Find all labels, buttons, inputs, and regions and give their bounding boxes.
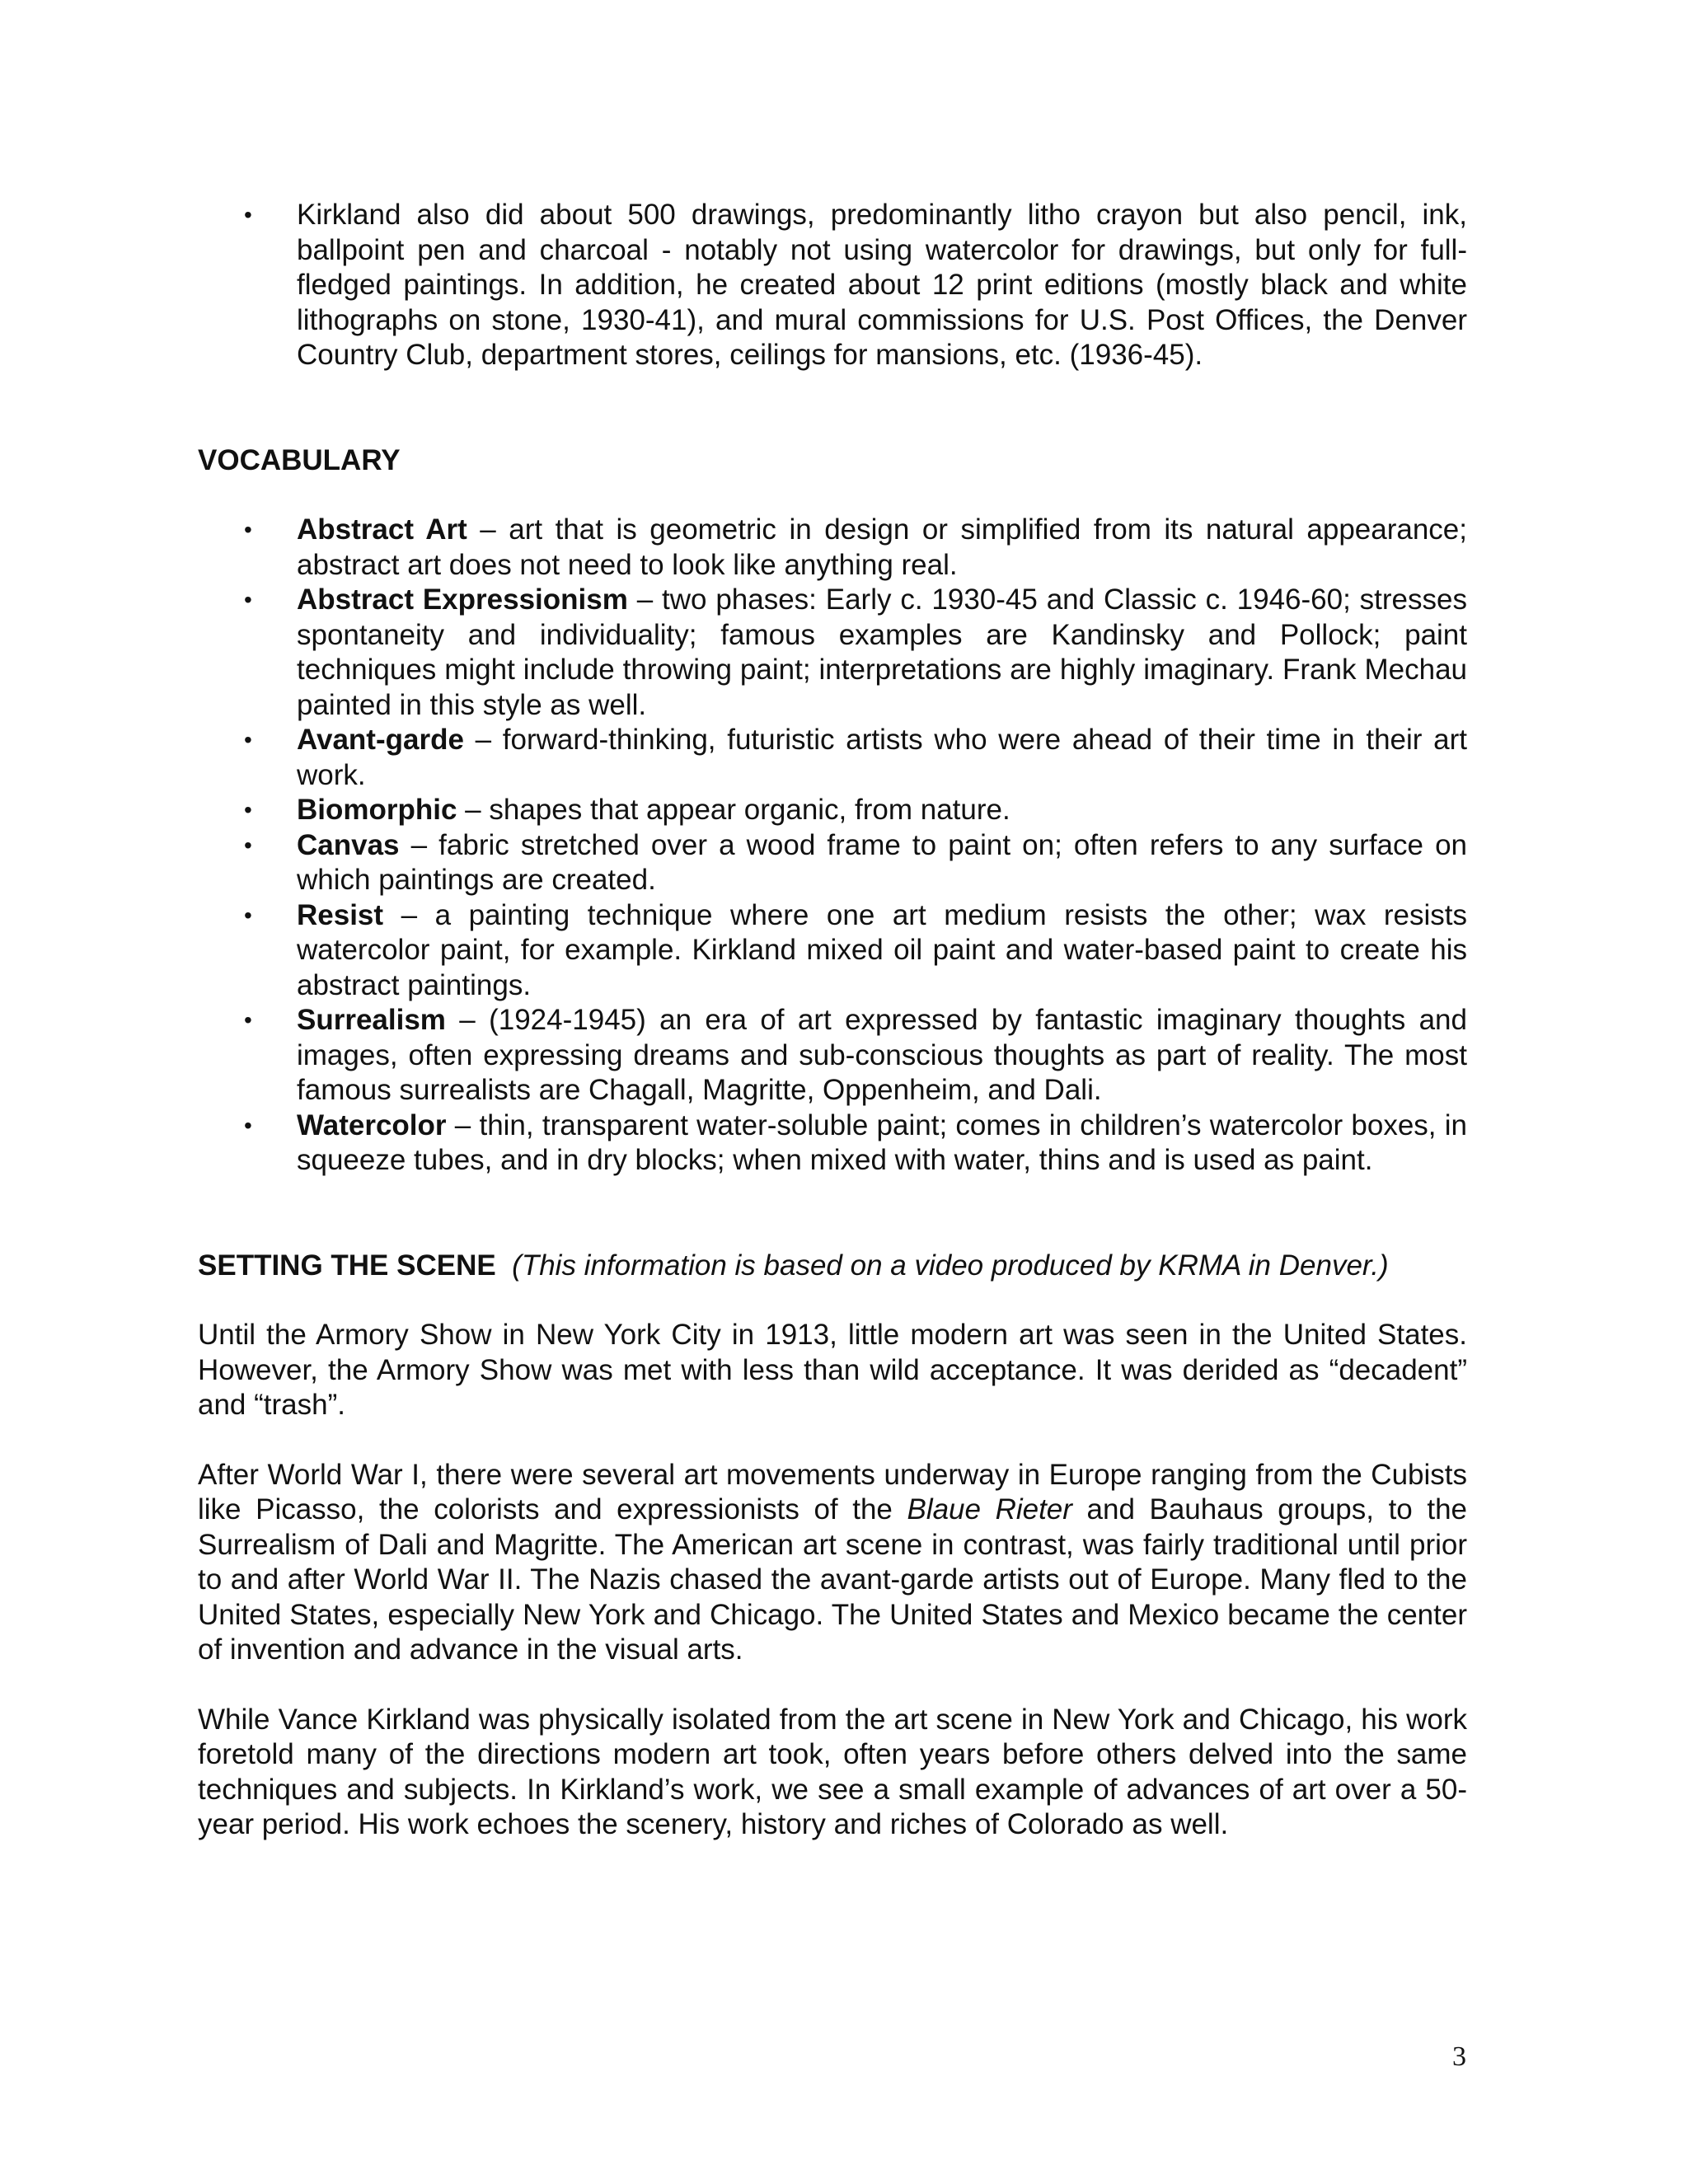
page-number: 3 — [1452, 2041, 1466, 2072]
spacer — [198, 1668, 1467, 1703]
vocab-item-abstract-expressionism — [198, 583, 1467, 723]
vocab-definition: – two phases: Early c. 1930-45 and Classic c. 1946-60; stresses spontaneity and individuality; famous examples are Kandinsky and Pollock; paint techniques might include throwing paint; interpretations are highly imaginary. Frank Mechau painted in this style as well. — [297, 583, 1467, 721]
paragraph-text: After World War I, there were several art movements underway in Europe ranging from the Cubists like Picasso, the colorists and expressionists of the — [198, 1458, 1467, 1526]
bullet-icon: • — [244, 902, 252, 928]
bullet-icon: • — [244, 517, 252, 542]
vocab-item-canvas — [198, 828, 1467, 898]
spacer — [198, 373, 1467, 443]
paragraph-italic-text: Blaue Rieter — [907, 1493, 1072, 1526]
page-content — [198, 198, 1467, 1843]
vocab-term: Abstract Expressionism — [297, 583, 628, 616]
paragraph-after-world-war — [198, 1458, 1467, 1668]
vocab-item-biomorphic — [198, 793, 1467, 828]
vocab-definition: – shapes that appear organic, from nature. — [457, 794, 1010, 826]
spacer — [198, 1423, 1467, 1458]
vocab-definition: – a painting technique where one art medium resists the other; wax resists watercolor paint, for example. Kirkland mixed oil paint and water-based paint to create his abstract paintings. — [297, 898, 1467, 1001]
vocab-definition: – fabric stretched over a wood frame to paint on; often refers to any surface on which paintings are created. — [297, 828, 1467, 896]
vocab-item-watercolor — [198, 1108, 1467, 1179]
vocab-term: Watercolor — [297, 1108, 447, 1141]
vocab-definition: – thin, transparent water-soluble paint; comes in children’s watercolor boxes, in squeeze tubes, and in dry blocks; when mixed with water, thins and is used as paint. — [297, 1108, 1467, 1176]
spacer — [198, 1283, 1467, 1318]
spacer — [198, 1179, 1467, 1249]
vocab-term: Abstract Art — [297, 513, 467, 546]
bullet-icon: • — [244, 1112, 252, 1138]
intro-bullet-list — [198, 198, 1467, 373]
section-title: SETTING THE SCENE — [198, 1249, 496, 1282]
vocab-definition: – art that is geometric in design or simplified from its natural appearance; abstract art does not need to look like anything real. — [297, 513, 1467, 581]
bullet-icon: • — [244, 797, 252, 823]
bullet-icon: • — [244, 1007, 252, 1033]
vocabulary-heading: VOCABULARY — [198, 443, 401, 476]
intro-bullet-text: Kirkland also did about 500 drawings, predominantly litho crayon but also pencil, ink, ballpoint pen and charcoal - notably not using watercolor for drawings, but only for full-fledged paintings. In addition, he created about 12 print editions (mostly black and white lithographs on stone, 1930-41), and mural commissions for U.S. Post Offices, the Denver Country Club, department stores, ceilings for mansions, etc. (1936-45). — [297, 199, 1467, 371]
spacer — [198, 478, 1467, 513]
vocab-item-resist — [198, 898, 1467, 1004]
section-note: (This information is based on a video produced by KRMA in Denver.) — [512, 1249, 1389, 1282]
bullet-icon: • — [244, 727, 252, 752]
bullet-icon: • — [244, 202, 252, 227]
bullet-icon: • — [244, 832, 252, 858]
bullet-icon: • — [244, 587, 252, 612]
setting-the-scene-heading — [198, 1249, 1467, 1284]
vocab-item-abstract-art — [198, 513, 1467, 583]
vocab-term: Canvas — [297, 828, 400, 861]
vocab-term: Surrealism — [297, 1004, 446, 1036]
paragraph-armory-show: Until the Armory Show in New York City in 1913, little modern art was seen in the United States. However, the Armory Show was met with less than wild acceptance. It was derided as “decadent” and “trash”. — [198, 1319, 1467, 1421]
vocab-term: Biomorphic — [297, 794, 457, 826]
vocab-term: Resist — [297, 898, 384, 931]
vocab-item-avant-garde — [198, 723, 1467, 793]
paragraph-vance-kirkland: While Vance Kirkland was physically isolated from the art scene in New York and Chicago, his work foretold many of the directions modern art took, often years before others delved into the same techniques and subjects. In Kirkland’s work, we see a small example of advances of art over a 50-year period. His work echoes the scenery, history and riches of Colorado as well. — [198, 1703, 1467, 1840]
vocab-term: Avant-garde — [297, 724, 464, 756]
vocabulary-list — [198, 513, 1467, 1179]
vocab-definition: – forward-thinking, futuristic artists who were ahead of their time in their art work. — [297, 724, 1467, 791]
vocab-item-surrealism — [198, 1003, 1467, 1108]
paragraph-text: and Bauhaus groups, to the Surrealism of Dali and Magritte. The American art scene in contrast, was fairly traditional until prior to and after World War II. The Nazis chased the avant-garde artists out of Europe. Many fled to the United States, especially New York and Chicago. The United States and Mexico became the center of invention and advance in the visual arts. — [198, 1493, 1467, 1666]
vocab-definition: – (1924-1945) an era of art expressed by fantastic imaginary thoughts and images, often expressing dreams and sub-conscious thoughts as part of reality. The most famous surrealists are Chagall, Magritte, Oppenheim, and Dali. — [297, 1004, 1467, 1106]
list-item — [198, 198, 1467, 373]
